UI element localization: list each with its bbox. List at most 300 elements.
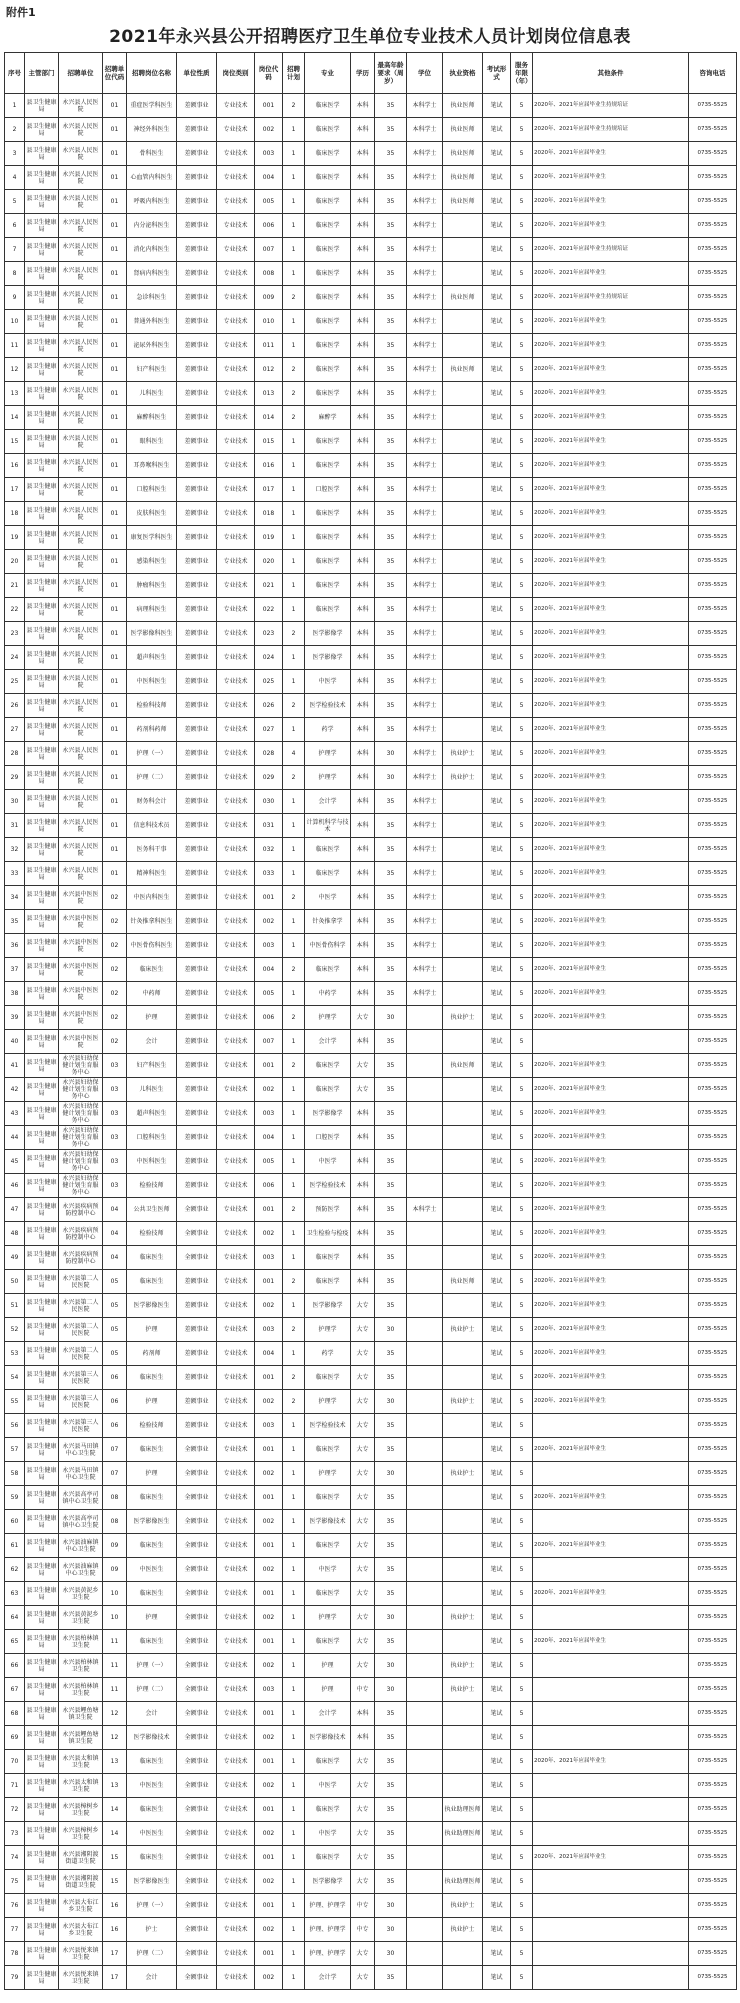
cell-conditions [533,1654,689,1678]
cell-conditions: 2020年、2021年应届毕业生 [533,814,689,838]
cell-plan: 2 [283,1198,305,1222]
cell-major: 临床医学 [305,262,351,286]
cell-major: 麻醉学 [305,406,351,430]
cell-degree [407,1966,443,1990]
cell-dept: 县卫生健康局 [25,1942,59,1966]
cell-dept: 县卫生健康局 [25,1342,59,1366]
cell-exam: 笔试 [483,118,511,142]
cell-post: 临床医生 [127,1630,177,1654]
cell-post-code: 001 [255,94,283,118]
cell-certificate: 执业护士 [443,1318,483,1342]
cell-exam: 笔试 [483,1198,511,1222]
cell-post-code: 019 [255,526,283,550]
cell-years: 5 [511,1822,533,1846]
cell-major: 临床医学 [305,1846,351,1870]
cell-age: 30 [375,742,407,766]
cell-years: 5 [511,1630,533,1654]
col-header: 考试形式 [483,53,511,94]
cell-post-code: 001 [255,1942,283,1966]
cell-conditions [533,1894,689,1918]
cell-nature: 差额事业 [177,238,217,262]
cell-nature: 差额事业 [177,718,217,742]
cell-unit: 永兴县鲤鱼塘镇卫生院 [59,1726,103,1750]
cell-seq: 16 [5,454,25,478]
cell-years: 5 [511,262,533,286]
cell-years: 5 [511,598,533,622]
cell-conditions [533,1606,689,1630]
cell-unit-code: 01 [103,598,127,622]
table-row [5,1006,737,1030]
cell-post: 检验技师 [127,1174,177,1198]
cell-certificate [443,1246,483,1270]
cell-age: 35 [375,958,407,982]
col-header: 学位 [407,53,443,94]
table-row [5,94,737,118]
cell-post: 检验技师 [127,1222,177,1246]
cell-phone: 0735-5525 [689,1078,737,1102]
cell-post: 会计 [127,1966,177,1990]
cell-post: 中医科医生 [127,670,177,694]
cell-degree [407,1318,443,1342]
cell-dept: 县卫生健康局 [25,766,59,790]
cell-plan: 2 [283,694,305,718]
cell-degree: 本科学士 [407,574,443,598]
cell-plan: 1 [283,526,305,550]
cell-years: 5 [511,766,533,790]
cell-education: 本科 [351,94,375,118]
cell-education: 本科 [351,478,375,502]
cell-unit-code: 05 [103,1318,127,1342]
cell-exam: 笔试 [483,1846,511,1870]
cell-plan: 2 [283,358,305,382]
cell-exam: 笔试 [483,454,511,478]
cell-plan: 1 [283,238,305,262]
cell-conditions: 2020年、2021年应届毕业生 [533,406,689,430]
cell-post: 内分泌科医生 [127,214,177,238]
cell-post: 信息科技术员 [127,814,177,838]
cell-major: 临床医学 [305,1750,351,1774]
cell-major: 临床医学 [305,526,351,550]
cell-nature: 全额事业 [177,1918,217,1942]
table-header-row [5,53,737,94]
cell-conditions: 2020年、2021年应届毕业生 [533,334,689,358]
cell-plan: 1 [283,814,305,838]
cell-exam: 笔试 [483,1630,511,1654]
cell-post: 临床医生 [127,958,177,982]
cell-certificate [443,1438,483,1462]
table-row [5,1078,737,1102]
cell-post: 临床医生 [127,1534,177,1558]
cell-nature: 差额事业 [177,1342,217,1366]
cell-unit-code: 12 [103,1726,127,1750]
cell-post-code: 016 [255,454,283,478]
cell-years: 5 [511,718,533,742]
cell-post: 检验科技师 [127,694,177,718]
cell-age: 35 [375,454,407,478]
cell-age: 35 [375,1078,407,1102]
cell-nature: 差额事业 [177,1078,217,1102]
cell-dept: 县卫生健康局 [25,862,59,886]
cell-dept: 县卫生健康局 [25,1054,59,1078]
cell-post-code: 001 [255,1846,283,1870]
cell-seq: 21 [5,574,25,598]
cell-major: 针灸推拿学 [305,910,351,934]
cell-nature: 全额事业 [177,1654,217,1678]
cell-category: 专业技术 [217,1030,255,1054]
cell-years: 5 [511,310,533,334]
cell-post: 护理 [127,1318,177,1342]
table-row [5,502,737,526]
cell-category: 专业技术 [217,1510,255,1534]
cell-dept: 县卫生健康局 [25,1918,59,1942]
cell-education: 大专 [351,1582,375,1606]
cell-plan: 1 [283,1126,305,1150]
cell-exam: 笔试 [483,1870,511,1894]
cell-exam: 笔试 [483,94,511,118]
cell-degree: 本科学士 [407,406,443,430]
cell-plan: 2 [283,886,305,910]
cell-post: 神经外科医生 [127,118,177,142]
cell-plan: 1 [283,1846,305,1870]
cell-exam: 笔试 [483,1750,511,1774]
table-row [5,1198,737,1222]
cell-conditions: 2020年、2021年应届毕业生 [533,934,689,958]
cell-plan: 1 [283,1822,305,1846]
cell-plan: 2 [283,1270,305,1294]
cell-exam: 笔试 [483,1390,511,1414]
cell-major: 临床医学 [305,1438,351,1462]
cell-degree: 本科学士 [407,982,443,1006]
cell-category: 专业技术 [217,1606,255,1630]
cell-major: 临床医学 [305,334,351,358]
cell-education: 大专 [351,1774,375,1798]
cell-conditions: 2020年、2021年应届毕业生 [533,262,689,286]
cell-unit: 永兴县人民医院 [59,646,103,670]
cell-exam: 笔试 [483,286,511,310]
cell-exam: 笔试 [483,1510,511,1534]
cell-seq: 64 [5,1606,25,1630]
cell-unit: 永兴县妇幼保健计划生育服务中心 [59,1150,103,1174]
table-row [5,166,737,190]
cell-years: 5 [511,910,533,934]
cell-age: 35 [375,526,407,550]
cell-exam: 笔试 [483,142,511,166]
cell-education: 中专 [351,1678,375,1702]
cell-category: 专业技术 [217,1222,255,1246]
cell-degree: 本科学士 [407,838,443,862]
cell-plan: 1 [283,550,305,574]
cell-phone: 0735-5525 [689,1030,737,1054]
cell-exam: 笔试 [483,1342,511,1366]
cell-nature: 差额事业 [177,214,217,238]
cell-dept: 县卫生健康局 [25,1606,59,1630]
cell-conditions: 2020年、2021年应届毕业生 [533,766,689,790]
cell-exam: 笔试 [483,382,511,406]
cell-unit-code: 05 [103,1270,127,1294]
table-row [5,1030,737,1054]
cell-degree [407,1486,443,1510]
cell-post-code: 001 [255,1630,283,1654]
cell-education: 大专 [351,1846,375,1870]
cell-age: 35 [375,238,407,262]
cell-major: 护理学 [305,742,351,766]
cell-unit-code: 10 [103,1606,127,1630]
cell-certificate [443,598,483,622]
cell-certificate: 执业医师 [443,118,483,142]
cell-phone: 0735-5525 [689,718,737,742]
cell-major: 医学影像技术 [305,1726,351,1750]
cell-plan: 1 [283,334,305,358]
cell-category: 专业技术 [217,1342,255,1366]
cell-age: 30 [375,1462,407,1486]
cell-conditions: 2020年、2021年应届毕业生 [533,190,689,214]
cell-major: 临床医学 [305,1582,351,1606]
cell-dept: 县卫生健康局 [25,1870,59,1894]
cell-unit-code: 05 [103,1294,127,1318]
cell-post: 临床医生 [127,1582,177,1606]
cell-conditions: 2020年、2021年应届毕业生 [533,526,689,550]
cell-unit-code: 13 [103,1774,127,1798]
cell-category: 专业技术 [217,1438,255,1462]
cell-unit: 永兴县中医医院 [59,982,103,1006]
cell-exam: 笔试 [483,238,511,262]
cell-nature: 差额事业 [177,1174,217,1198]
cell-age: 30 [375,1390,407,1414]
cell-nature: 全额事业 [177,1198,217,1222]
table-row [5,238,737,262]
cell-exam: 笔试 [483,1606,511,1630]
cell-certificate: 执业护士 [443,1462,483,1486]
cell-age: 35 [375,1246,407,1270]
cell-category: 专业技术 [217,1678,255,1702]
col-header: 服务年限（年） [511,53,533,94]
cell-seq: 79 [5,1966,25,1990]
cell-exam: 笔试 [483,790,511,814]
cell-education: 本科 [351,1150,375,1174]
cell-post-code: 002 [255,1966,283,1990]
cell-nature: 差额事业 [177,1366,217,1390]
cell-seq: 72 [5,1798,25,1822]
cell-nature: 差额事业 [177,190,217,214]
cell-unit: 永兴县妇幼保健计划生育服务中心 [59,1054,103,1078]
cell-post-code: 014 [255,406,283,430]
cell-conditions: 2020年、2021年应届毕业生 [533,646,689,670]
cell-major: 医学影像学 [305,646,351,670]
cell-post-code: 002 [255,1510,283,1534]
cell-exam: 笔试 [483,1774,511,1798]
cell-education: 本科 [351,286,375,310]
cell-phone: 0735-5525 [689,1150,737,1174]
cell-certificate [443,886,483,910]
cell-age: 30 [375,1918,407,1942]
cell-conditions: 2020年、2021年应届毕业生 [533,166,689,190]
cell-years: 5 [511,1222,533,1246]
cell-years: 5 [511,502,533,526]
cell-post: 病理科医生 [127,598,177,622]
cell-category: 专业技术 [217,958,255,982]
cell-dept: 县卫生健康局 [25,502,59,526]
cell-major: 临床医学 [305,502,351,526]
cell-certificate: 执业医师 [443,94,483,118]
cell-phone: 0735-5525 [689,502,737,526]
table-row [5,1126,737,1150]
cell-major: 临床医学 [305,958,351,982]
cell-post: 普通外科医生 [127,310,177,334]
cell-exam: 笔试 [483,1102,511,1126]
cell-certificate [443,1030,483,1054]
cell-degree [407,1342,443,1366]
cell-post-code: 001 [255,886,283,910]
cell-post: 中药师 [127,982,177,1006]
table-row [5,1294,737,1318]
cell-education: 大专 [351,1006,375,1030]
cell-years: 5 [511,1126,533,1150]
cell-nature: 差额事业 [177,478,217,502]
cell-certificate [443,1942,483,1966]
cell-dept: 县卫生健康局 [25,1198,59,1222]
cell-degree [407,1702,443,1726]
cell-years: 5 [511,814,533,838]
cell-post-code: 027 [255,718,283,742]
cell-certificate: 执业护士 [443,1390,483,1414]
cell-education: 大专 [351,1294,375,1318]
cell-years: 5 [511,1390,533,1414]
cell-post-code: 002 [255,1078,283,1102]
cell-nature: 差额事业 [177,574,217,598]
cell-degree: 本科学士 [407,238,443,262]
cell-seq: 61 [5,1534,25,1558]
cell-conditions [533,1726,689,1750]
cell-seq: 49 [5,1246,25,1270]
cell-certificate [443,238,483,262]
cell-exam: 笔试 [483,1318,511,1342]
cell-dept: 县卫生健康局 [25,1702,59,1726]
cell-major: 临床医学 [305,118,351,142]
cell-plan: 1 [283,262,305,286]
cell-exam: 笔试 [483,478,511,502]
table-row [5,934,737,958]
cell-degree: 本科学士 [407,454,443,478]
cell-nature: 差额事业 [177,934,217,958]
cell-exam: 笔试 [483,166,511,190]
cell-dept: 县卫生健康局 [25,358,59,382]
cell-post: 肿瘤科医生 [127,574,177,598]
cell-education: 本科 [351,1126,375,1150]
cell-age: 30 [375,1678,407,1702]
cell-post-code: 020 [255,550,283,574]
cell-major: 护理学 [305,766,351,790]
cell-nature: 差额事业 [177,910,217,934]
cell-exam: 笔试 [483,958,511,982]
cell-category: 专业技术 [217,838,255,862]
cell-education: 大专 [351,1822,375,1846]
cell-years: 5 [511,190,533,214]
cell-certificate [443,1150,483,1174]
cell-age: 35 [375,1222,407,1246]
cell-exam: 笔试 [483,1030,511,1054]
cell-dept: 县卫生健康局 [25,310,59,334]
cell-plan: 2 [283,1054,305,1078]
cell-age: 35 [375,1726,407,1750]
cell-dept: 县卫生健康局 [25,814,59,838]
cell-unit-code: 09 [103,1534,127,1558]
cell-certificate [443,430,483,454]
cell-dept: 县卫生健康局 [25,262,59,286]
table-row [5,118,737,142]
cell-category: 专业技术 [217,454,255,478]
cell-conditions: 2020年、2021年应届毕业生 [533,1534,689,1558]
cell-education: 本科 [351,118,375,142]
cell-years: 5 [511,1678,533,1702]
cell-seq: 7 [5,238,25,262]
cell-post-code: 001 [255,1582,283,1606]
cell-conditions [533,1510,689,1534]
cell-degree [407,1126,443,1150]
table-row [5,1150,737,1174]
cell-phone: 0735-5525 [689,214,737,238]
cell-category: 专业技术 [217,718,255,742]
cell-unit-code: 03 [103,1054,127,1078]
cell-education: 中专 [351,1918,375,1942]
cell-major: 临床医学 [305,550,351,574]
cell-unit: 永兴县人民医院 [59,622,103,646]
cell-seq: 68 [5,1702,25,1726]
cell-category: 专业技术 [217,406,255,430]
cell-nature: 差额事业 [177,958,217,982]
cell-age: 35 [375,262,407,286]
cell-major: 临床医学 [305,238,351,262]
cell-conditions: 2020年、2021年应届毕业生 [533,598,689,622]
cell-certificate: 执业医师 [443,190,483,214]
cell-age: 35 [375,934,407,958]
cell-certificate [443,1486,483,1510]
cell-plan: 1 [283,1942,305,1966]
cell-certificate: 执业医师 [443,166,483,190]
cell-degree [407,1390,443,1414]
cell-exam: 笔试 [483,862,511,886]
cell-seq: 42 [5,1078,25,1102]
cell-seq: 75 [5,1870,25,1894]
cell-dept: 县卫生健康局 [25,1582,59,1606]
cell-nature: 差额事业 [177,766,217,790]
cell-category: 专业技术 [217,502,255,526]
table-row [5,1870,737,1894]
cell-unit: 永兴县柏林镇卫生院 [59,1630,103,1654]
cell-exam: 笔试 [483,1078,511,1102]
cell-unit-code: 01 [103,670,127,694]
cell-unit: 永兴县人民医院 [59,334,103,358]
cell-post: 感染科医生 [127,550,177,574]
cell-plan: 1 [283,1534,305,1558]
cell-category: 专业技术 [217,1150,255,1174]
cell-phone: 0735-5525 [689,238,737,262]
cell-age: 35 [375,1822,407,1846]
cell-post-code: 003 [255,1678,283,1702]
cell-education: 本科 [351,1726,375,1750]
cell-nature: 差额事业 [177,166,217,190]
cell-post-code: 011 [255,334,283,358]
cell-post: 护理（一） [127,1654,177,1678]
cell-major: 卫生检验与检疫 [305,1222,351,1246]
cell-phone: 0735-5525 [689,1606,737,1630]
cell-age: 35 [375,1630,407,1654]
cell-post: 口腔科医生 [127,478,177,502]
cell-nature: 全额事业 [177,1942,217,1966]
cell-major: 医学检验技术 [305,1174,351,1198]
cell-education: 本科 [351,382,375,406]
cell-education: 本科 [351,334,375,358]
cell-conditions: 2020年、2021年应届毕业生 [533,1006,689,1030]
